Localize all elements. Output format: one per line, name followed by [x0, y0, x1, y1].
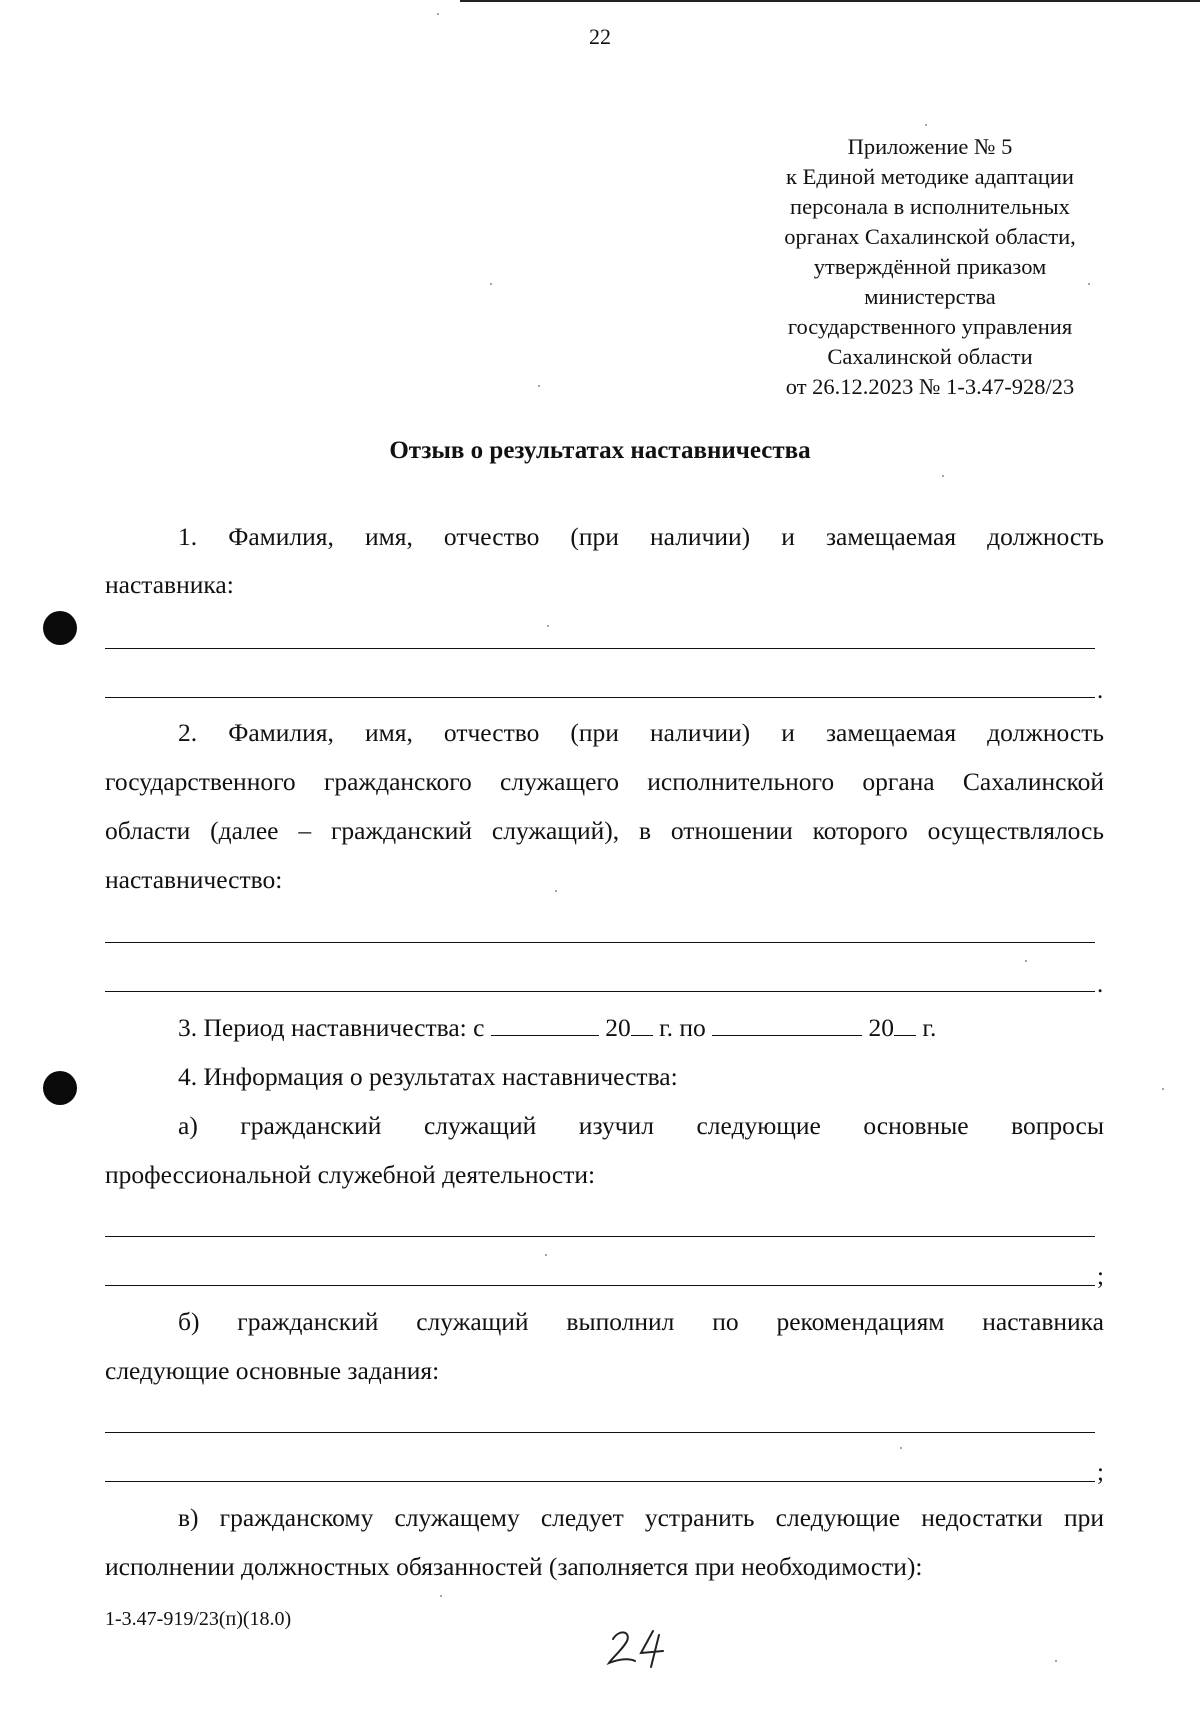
section4c-line1: в) гражданскому служащему следует устранить следующие недостатки при — [178, 1503, 1104, 1532]
scan-speck — [900, 1447, 902, 1449]
line-end-mark: ; — [1097, 1263, 1104, 1290]
appendix-line: Сахалинской области — [827, 344, 1033, 369]
fill-line[interactable] — [105, 1432, 1095, 1433]
scan-speck — [440, 1595, 442, 1597]
year-prefix: 20 — [605, 1013, 631, 1042]
fill-line[interactable] — [105, 942, 1095, 943]
period-row — [178, 1013, 936, 1043]
handwritten-page-mark — [605, 1625, 685, 1670]
scan-speck — [555, 890, 557, 892]
section4a-line1: а) гражданский служащий изучил следующие основные вопросы — [178, 1111, 1104, 1140]
section4c-line2: исполнении должностных обязанностей (заполняется при необходимости): — [105, 1552, 923, 1581]
scan-speck — [925, 124, 927, 126]
section2-line3: области (далее – гражданский служащий), в отношении которого осуществлялось — [105, 816, 1104, 845]
fill-line[interactable] — [105, 991, 1095, 992]
fill-line[interactable] — [105, 1236, 1095, 1237]
document-title: Отзыв о результатах наставничества — [389, 437, 811, 464]
appendix-line: персонала в исполнительных — [790, 194, 1070, 219]
appendix-line: государственного управления — [787, 314, 1073, 339]
punch-hole — [43, 611, 77, 645]
year-suffix: г. — [922, 1013, 937, 1042]
section4-label: 4. Информация о результатах наставничества: — [178, 1062, 678, 1091]
scan-speck — [547, 625, 549, 627]
fill-line[interactable] — [105, 648, 1095, 649]
appendix-header — [760, 132, 1100, 402]
section2-line4: наставничество: — [105, 865, 283, 894]
appendix-line: министерства — [864, 284, 996, 309]
page-number: 22 — [589, 24, 611, 49]
scan-speck — [1088, 283, 1090, 285]
section4a-line2: профессиональной служебной деятельности: — [105, 1160, 596, 1189]
fill-line[interactable] — [105, 1285, 1095, 1286]
end-date-blank[interactable] — [712, 1013, 862, 1036]
appendix-line: утверждённой приказом — [813, 254, 1047, 279]
appendix-line: от 26.12.2023 № 1-3.47-928/23 — [785, 374, 1075, 399]
line-end-mark: . — [1097, 677, 1104, 704]
scan-speck — [545, 1254, 547, 1256]
punch-hole — [43, 1071, 77, 1105]
appendix-line: органах Сахалинской области, — [784, 224, 1076, 249]
section2-line1: 2. Фамилия, имя, отчество (при наличии) и замещаемая должность — [178, 718, 1104, 747]
line-end-mark: ; — [1097, 1459, 1104, 1486]
section4b-line2: следующие основные задания: — [105, 1356, 440, 1385]
scan-speck — [1162, 1088, 1164, 1090]
appendix-line: Приложение № 5 — [847, 134, 1013, 159]
document-code: 1-3.47-919/23(п)(18.0) — [105, 1608, 292, 1630]
scan-speck — [437, 13, 439, 15]
scan-speck — [942, 475, 944, 477]
line-end-mark: . — [1097, 971, 1104, 998]
section1-line1: 1. Фамилия, имя, отчество (при наличии) и замещаемая должность — [178, 522, 1104, 551]
scan-speck — [1025, 960, 1027, 962]
section2-line2: государственного гражданского служащего исполнительного органа Сахалинской — [105, 767, 1104, 796]
end-year-blank[interactable] — [894, 1013, 916, 1036]
section1-line2: наставника: — [105, 570, 234, 599]
period-label: 3. Период наставничества: с — [178, 1013, 485, 1042]
appendix-line: к Единой методике адаптации — [786, 164, 1074, 189]
fill-line[interactable] — [105, 697, 1095, 698]
section4b-line1: б) гражданский служащий выполнил по рекомендациям наставника — [178, 1307, 1104, 1336]
page-top-edge — [460, 0, 1200, 2]
year-prefix: 20 — [868, 1013, 895, 1042]
scan-speck — [490, 283, 492, 285]
scan-speck — [538, 385, 540, 387]
period-separator: г. по — [659, 1013, 706, 1042]
scan-speck — [1055, 1660, 1057, 1662]
fill-line[interactable] — [105, 1481, 1095, 1482]
start-date-blank[interactable] — [491, 1013, 599, 1036]
start-year-blank[interactable] — [631, 1013, 653, 1036]
